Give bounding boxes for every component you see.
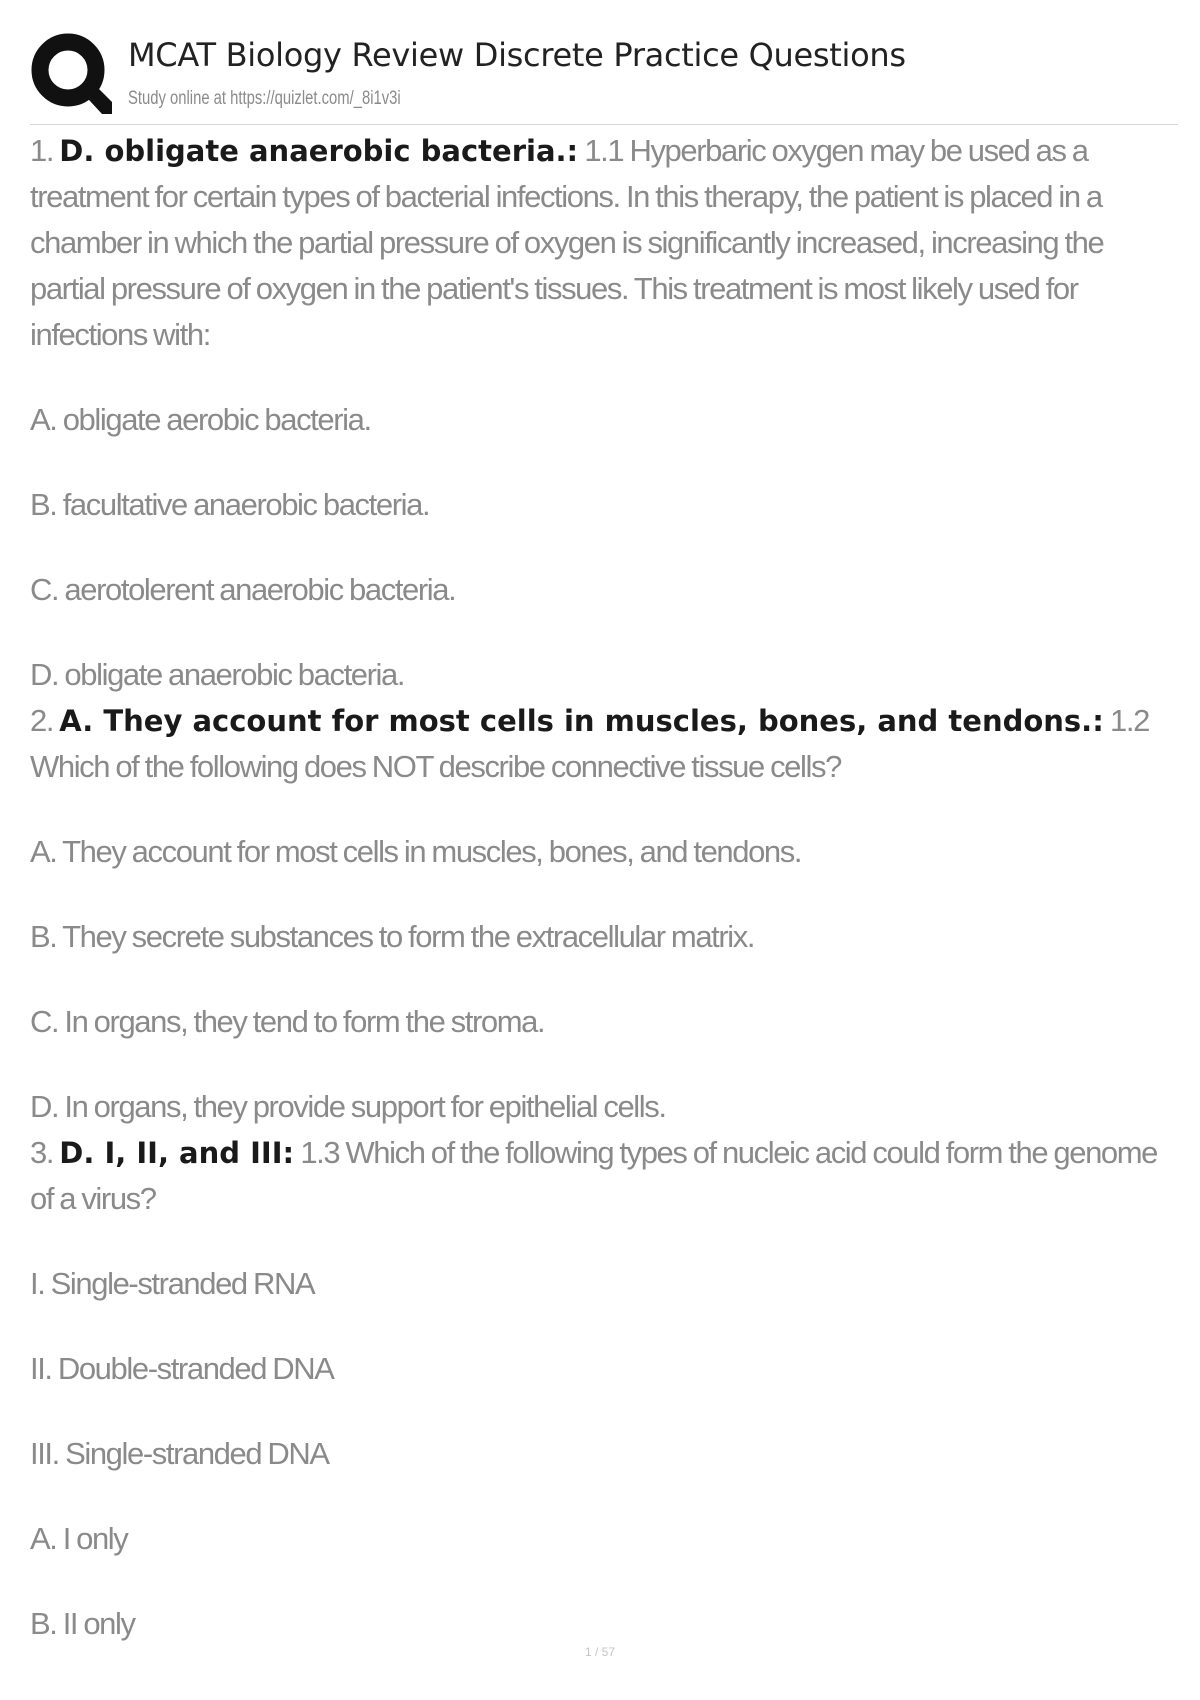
answer-option: III. Single-stranded DNA	[30, 1436, 329, 1471]
answer-option: A. obligate aerobic bacteria.	[30, 402, 371, 437]
question-prompt: 1.2 Which of the following does NOT describe connective tissue cells?	[30, 703, 1149, 784]
question-item	[30, 128, 1180, 698]
question-number: 2.	[30, 703, 54, 738]
document-subtitle: Study online at https://quizlet.com/_8i1v3i	[128, 88, 401, 109]
question-item	[30, 1130, 1180, 1647]
answer-option: D. In organs, they provide support for epithelial cells.	[30, 1089, 666, 1124]
question-item	[30, 698, 1180, 1130]
question-number: 3.	[30, 1135, 54, 1170]
answer-option: A. They account for most cells in muscles, bones, and tendons.	[30, 834, 802, 869]
question-text	[30, 128, 1180, 358]
answer-option: C. aerotolerent anaerobic bacteria.	[30, 572, 456, 607]
answer-option: II. Double-stranded DNA	[30, 1351, 334, 1386]
answer-option: B. They secrete substances to form the extracellular matrix.	[30, 919, 755, 954]
answer-option: C. In organs, they tend to form the stroma.	[30, 1004, 545, 1039]
question-text	[30, 1130, 1180, 1222]
question-prompt: 1.1 Hyperbaric oxygen may be used as a treatment for certain types of bacterial infections. In this therapy, the patient is placed in a chamber in which the partial pressure of oxygen is significantly increased, increasing the partial pressure of oxygen in the patient's tissues. This treatment is most likely used for infections with:	[30, 133, 1104, 352]
question-answer: A. They account for most cells in muscles, bones, and tendons.:	[59, 704, 1104, 738]
question-prompt: 1.3 Which of the following types of nucleic acid could form the genome of a virus?	[30, 1135, 1158, 1216]
question-list	[30, 128, 1180, 1647]
document-header	[30, 32, 1178, 125]
answer-option: D. obligate anaerobic bacteria.	[30, 657, 405, 692]
document-title: MCAT Biology Review Discrete Practice Questions	[128, 36, 906, 74]
answer-option: B. facultative anaerobic bacteria.	[30, 487, 430, 522]
answer-option: I. Single-stranded RNA	[30, 1266, 315, 1301]
quizlet-logo-icon	[30, 32, 112, 116]
question-number: 1.	[30, 133, 54, 168]
question-answer: D. I, II, and III:	[59, 1136, 295, 1170]
question-answer: D. obligate anaerobic bacteria.:	[59, 134, 579, 168]
question-text	[30, 698, 1180, 790]
answer-option: A. I only	[30, 1521, 128, 1556]
answer-option: B. II only	[30, 1606, 135, 1641]
page-number: 1 / 57	[584, 1645, 616, 1659]
